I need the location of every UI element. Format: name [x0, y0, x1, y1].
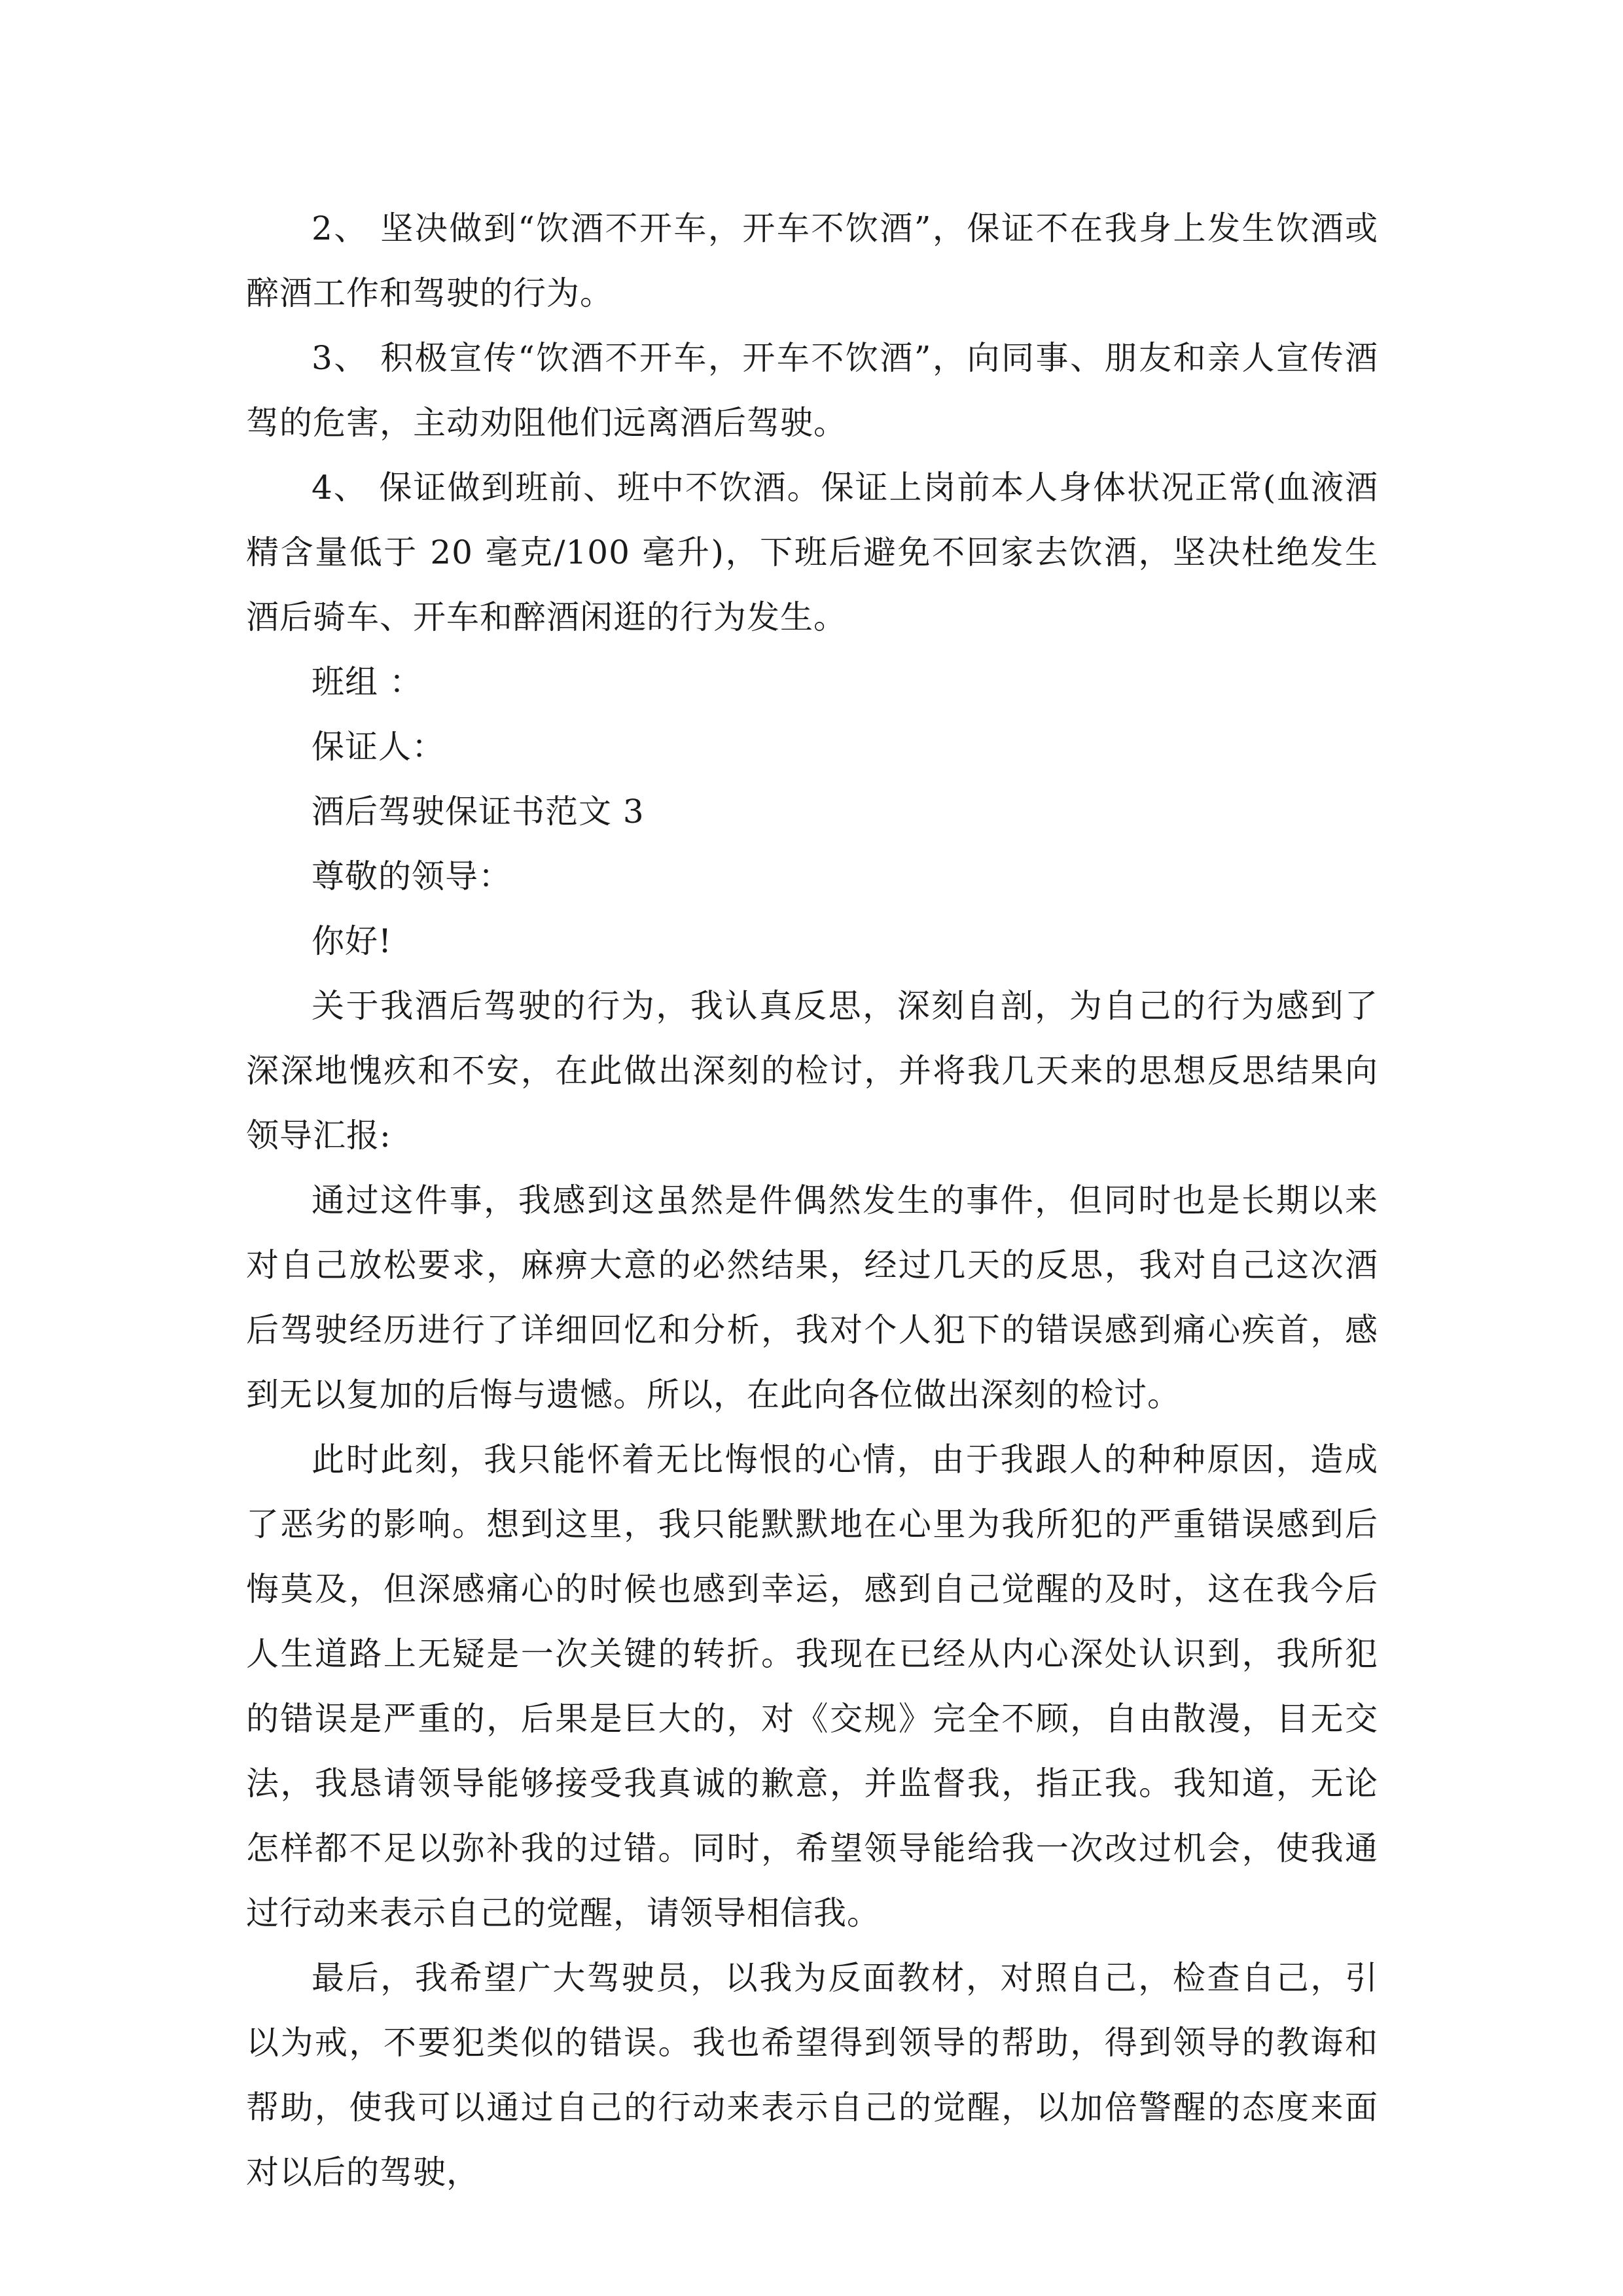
document-body	[246, 196, 1378, 2205]
section-title: 酒后驾驶保证书范文 3	[312, 793, 645, 831]
body-paragraph: 通过这件事，我感到这虽然是件偶然发生的事件，但同时也是长期以来对自己放松要求，麻痹大意的必然结果，经过几天的反思，我对自己这次酒后驾驶经历进行了详细回忆和分析，我对个人犯下的错误感到痛心疾首，感到无以复加的后悔与遗憾。所以，在此向各位做出深刻的检讨。	[246, 1181, 1378, 1414]
salutation: 尊敬的领导：	[312, 857, 512, 895]
pledge-item-2: 2、 坚决做到“饮酒不开车，开车不饮酒”，保证不在我身上发生饮酒或醉酒工作和驾驶的行为。	[246, 209, 1378, 312]
body-paragraph: 此时此刻，我只能怀着无比悔恨的心情，由于我跟人的种种原因，造成了恶劣的影响。想到这里，我只能默默地在心里为我所犯的严重错误感到后悔莫及，但深感痛心的时候也感到幸运，感到自己觉醒的及时，这在我今后人生道路上无疑是一次关键的转折。我现在已经从内心深处认识到，我所犯的错误是严重的，后果是巨大的，对《交规》完全不顾，自由散漫，目无交法，我恳请领导能够接受我真诚的歉意，并监督我，指正我。我知道，无论怎样都不足以弥补我的过错。同时，希望领导能给我一次改过机会，使我通过行动来表示自己的觉醒，请领导相信我。	[246, 1441, 1378, 1932]
pledge-item-3: 3、 积极宣传“饮酒不开车，开车不饮酒”，向同事、朋友和亲人宣传酒驾的危害，主动劝阻他们远离酒后驾驶。	[246, 339, 1378, 442]
greeting: 你好!	[312, 922, 393, 960]
body-paragraph: 最后，我希望广大驾驶员，以我为反面教材，对照自己，检查自己，引以为戒，不要犯类似的错误。我也希望得到领导的帮助，得到领导的教诲和帮助，使我可以通过自己的行动来表示自己的觉醒，以加倍警醒的态度来面对以后的驾驶，	[246, 1959, 1378, 2191]
pledge-item-4: 4、 保证做到班前、班中不饮酒。保证上岗前本人身体状况正常(血液酒精含量低于 20 毫克/100 毫升)，下班后避免不回家去饮酒，坚决杜绝发生酒后骑车、开车和醉酒闲逛的行为发生。	[246, 469, 1378, 636]
body-paragraph: 关于我酒后驾驶的行为，我认真反思，深刻自剖，为自己的行为感到了深深地愧疚和不安，在此做出深刻的检讨，并将我几天来的思想反思结果向领导汇报:	[246, 987, 1378, 1155]
team-label: 班组 ：	[312, 663, 423, 701]
guarantor-label: 保证人：	[312, 728, 445, 766]
